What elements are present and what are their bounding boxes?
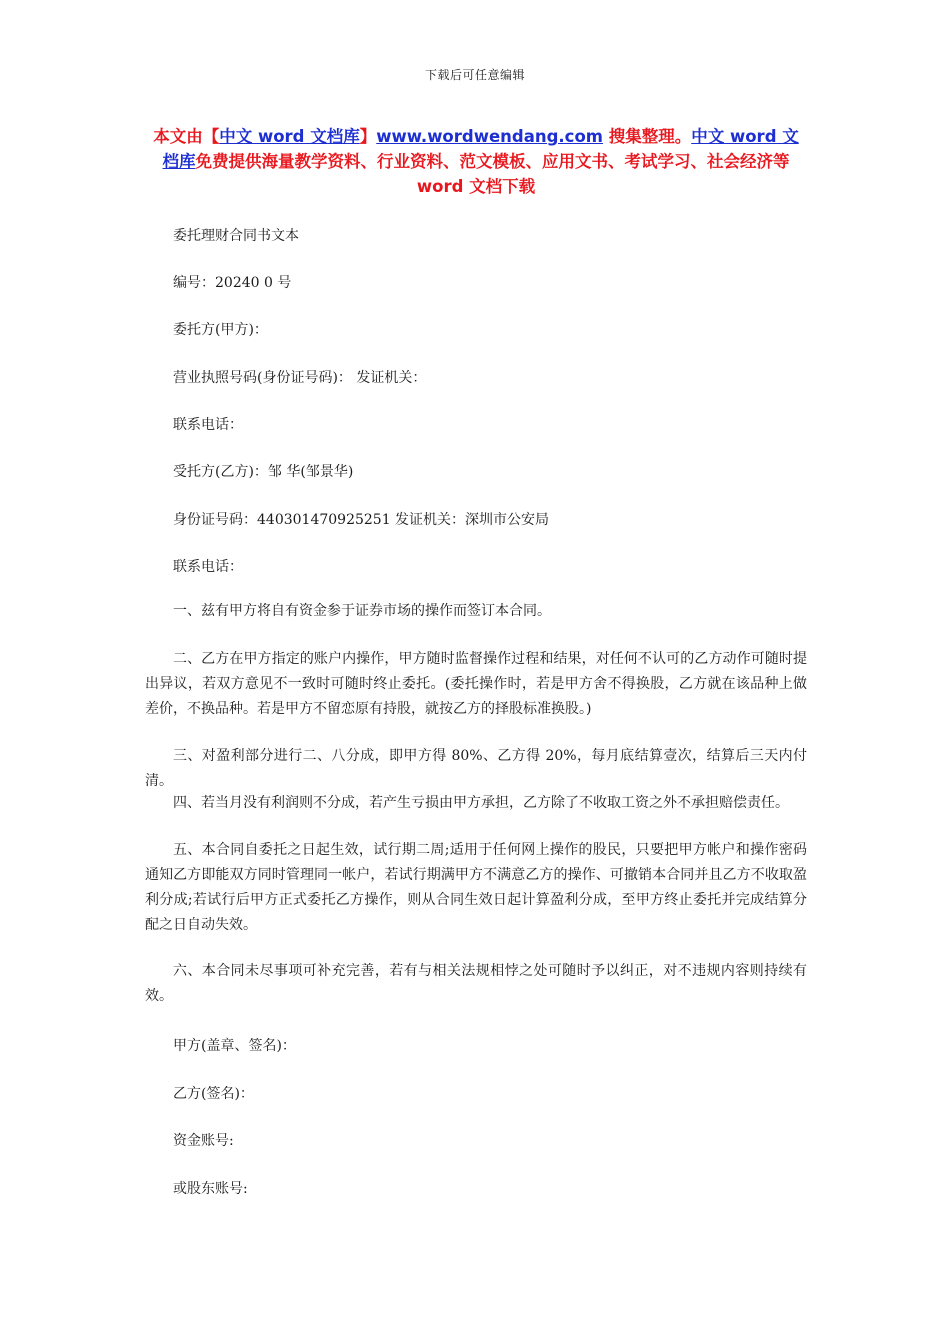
clause-5: 五、本合同自委托之日起生效，试行期二周;适用于任何网上操作的股民，只要把甲方帐户和操作密码通知乙方即能双方同时管理同一帐户，若试行期满甲方不满意乙方的操作、可撤销本合同并且乙方不收取盈利分成;若试行后甲方正式委托乙方操作，则从合同生效日起计算盈利分成，至甲方终止委托并完成结算分配之日自动失效。 [145,842,807,933]
party-a-label: 委托方(甲方)： [173,322,268,338]
party-b-signature-label: 乙方(签名)： [173,1086,254,1102]
clause-1: 一、兹有甲方将自有资金参于证券市场的操作而签订本合同。 [173,603,551,619]
header-note: 下载后可任意编辑 [424,68,525,82]
license-number-label: 营业执照号码(身份证号码)： 发证机关： [173,370,427,386]
clause-3: 三、对盈利部分进行二、八分成，即甲方得 80%、乙方得 20%，每月底结算壹次，结算后三天内付清。 [145,748,807,789]
banner-prefix: 本文由【 [153,127,220,146]
party-a-signature-label: 甲方(盖章、签名)： [173,1038,296,1054]
site-name-link-2[interactable]: 中文 word 文档库 [162,127,799,171]
site-name-link-1[interactable]: 中文 word 文档库 [219,127,360,146]
shareholder-account-label: 或股东账号: [173,1181,248,1197]
fund-account-label: 资金账号: [173,1133,234,1149]
document-title: 委托理财合同书文本 [173,228,299,244]
party-a-phone-label: 联系电话： [173,417,243,433]
site-url-link[interactable]: www.wordwendang.com [376,127,603,146]
banner-suffix: 免费提供海量教学资料、行业资料、范文模板、应用文书、考试学习、社会经济等 word 文档下载 [195,152,790,196]
clause-2: 二、乙方在甲方指定的账户内操作，甲方随时监督操作过程和结果，对任何不认可的乙方动作可随时提出异议，若双方意见不一致时可随时终止委托。(委托操作时，若是甲方舍不得换股，乙方就在该品种上做差价，不换品种。若是甲方不留恋原有持股，就按乙方的择股标准换股。) [145,651,807,717]
clause-4: 四、若当月没有利润则不分成，若产生亏损由甲方承担，乙方除了不收取工资之外不承担赔偿责任。 [173,795,789,811]
banner-mid: 搜集整理。 [602,127,692,146]
promo-banner [146,124,806,199]
banner-bracket: 】 [359,127,377,146]
contract-number: 编号：20240 0 号 [173,275,292,291]
clause-6: 六、本合同未尽事项可补充完善，若有与相关法规相悖之处可随时予以纠正，对不违规内容则持续有效。 [145,963,807,1004]
party-b-label: 受托方(乙方)：邹 华(邹景华) [173,464,354,480]
party-b-phone-label: 联系电话： [173,559,243,575]
id-number-label: 身份证号码：440301470925251 发证机关：深圳市公安局 [173,512,550,528]
